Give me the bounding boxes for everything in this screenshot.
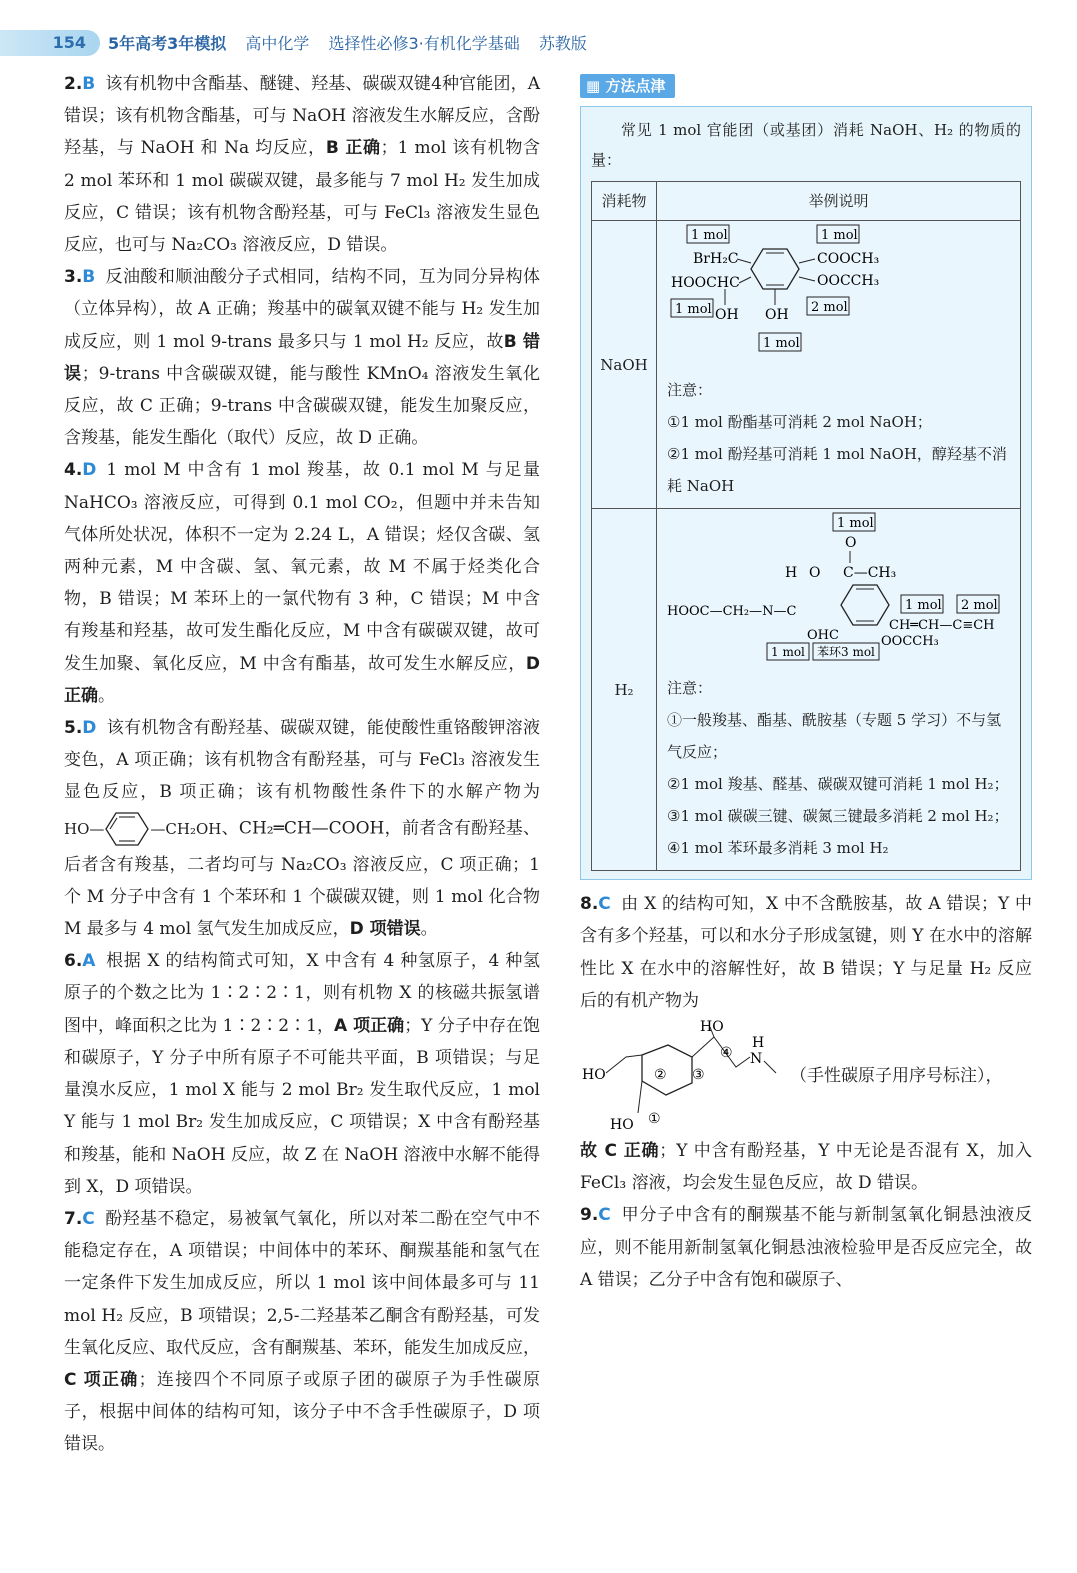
answer-text: 该有机物含有酚羟基、碳碳双键，能使酸性重铬酸钾溶液变色，A 项正确；该有机物含有酚羟基，可与 FeCl₃ 溶液发生显色反应，B 项正确；该有机物酸性条件下的水解产物为 [64, 718, 540, 803]
answer-letter: D [82, 460, 97, 481]
hydrolysis-product-structure [64, 809, 221, 849]
answer-letter: C [82, 1208, 95, 1229]
method-tip-intro: 常见 1 mol 官能团（或基团）消耗 NaOH、H₂ 的物质的量： [591, 121, 1021, 170]
naoh-example-structure [667, 223, 987, 363]
structure-label: HO— [64, 819, 105, 838]
group-label: HO [700, 1019, 724, 1036]
left-column [64, 68, 540, 1461]
answer-2 [64, 68, 540, 261]
group-label: HOOC—CH₂—N—C [667, 604, 797, 620]
answer-9 [580, 1199, 1032, 1296]
chiral-marker: ① [648, 1111, 661, 1128]
page-header [0, 0, 1077, 62]
answer-8 [580, 888, 1032, 1017]
mol-label: 2 mol [811, 300, 848, 316]
answer-text: 由 X 的结构可知，X 中不含酰胺基，故 A 错误；Y 中含有多个羟基，可以和水分子形成氢键，则 Y 在水中的溶解性比 X 在水中的溶解性好，故 B 错误；Y 与足量 H₂ 反应后的有机产物为 [580, 894, 1032, 1011]
question-number: 5. [64, 718, 83, 739]
chiral-marker: ② [654, 1067, 667, 1084]
group-label: HO [582, 1067, 606, 1084]
answer-text: 反油酸和顺油酸分子式相同，结构不同，互为同分异构体（立体异构），故 A 正确；羧基中的碳氧双键不能与 H₂ 发生加成反应，则 1 mol 9-trans 最多只与 1 mol H₂ 反应，故 [64, 267, 540, 352]
answer-text: ；9-trans 中含碳碳双键，能与酸性 KMnO₄ 溶液发生氧化反应，故 C 正确；9-trans 中含碳碳双键，能发生加聚反应，含羧基，能发生酯化（取代）反应，故 D 正确。 [64, 363, 540, 449]
answer-8-structure [580, 1017, 1032, 1135]
note-item: ④1 mol 苯环最多消耗 3 mol H₂ [667, 839, 889, 858]
table-row [592, 221, 1021, 509]
note-title: 注意： [667, 679, 713, 698]
answer-7 [64, 1203, 540, 1461]
group-label: OOCCH₃ [881, 634, 939, 650]
question-number: 7. [64, 1208, 83, 1229]
answer-key-phrase: B 正确 [325, 138, 381, 159]
question-number: 3. [64, 267, 83, 288]
mol-label: 1 mol [837, 516, 874, 532]
book-title: 选择性必修3·有机化学基础 [328, 34, 520, 53]
group-label: O [845, 535, 857, 552]
chiral-marker: ④ [720, 1045, 733, 1062]
group-label: C—CH₃ [843, 565, 897, 582]
answer-text: 根据 X 的结构简式可知，X 中含有 4 种氢原子，4 种氢原子的个数之比为 1∶2∶2∶1，则有机物 X 的核磁共振氢谱图中，峰面积之比为 1∶2∶2∶1， [64, 951, 540, 1036]
row-label: H₂ [592, 509, 657, 871]
answer-5 [64, 712, 540, 945]
method-tip-title: 方法点津 [605, 77, 666, 95]
group-label: HO [610, 1117, 634, 1134]
question-number: 2. [64, 74, 83, 94]
answer-key-phrase: D 项错误 [349, 919, 421, 940]
chiral-marker: ③ [692, 1067, 705, 1084]
table-cell [657, 221, 1021, 509]
group-label: OH [715, 307, 739, 324]
answer-key-phrase: 故 C 正确 [580, 1141, 660, 1162]
mol-label: 1 mol [905, 598, 942, 614]
group-label: OOCCH₃ [817, 273, 880, 290]
group-label: N [750, 1051, 763, 1068]
answer-4 [64, 454, 540, 712]
group-label: CH═CH—C≡CH [889, 618, 995, 634]
group-label: H [785, 565, 798, 582]
subject: 高中化学 [245, 34, 310, 53]
group-label: COOCH₃ [817, 251, 880, 268]
answer-8-cont [580, 1135, 1032, 1199]
group-label: OH [765, 307, 789, 324]
answer-letter: C [598, 1205, 611, 1226]
question-number: 6. [64, 951, 83, 972]
note-item: ③1 mol 碳碳三键、碳氮三键最多消耗 2 mol H₂； [667, 807, 1009, 826]
group-label: H [752, 1035, 765, 1052]
mol-label: 1 mol [771, 645, 805, 660]
table-header: 举例说明 [657, 182, 1021, 221]
answer-letter: C [598, 894, 611, 915]
answer-text: 、CH₂═CH—COOH，前者含有酚羟基、后者含有羧基，二者均可与 Na₂CO₃ 溶液反应，C 项正确；1 个 M 分子中含有 1 个苯环和 1 个碳碳双键，则 1 mol 化合物 M 最多与 4 mol 氢气发生加成反应， [64, 818, 540, 940]
answer-letter: A [82, 951, 96, 972]
answer-key-phrase: B 错误 [64, 331, 540, 384]
answer-key-phrase: D 正确 [64, 653, 540, 706]
answer-6 [64, 945, 540, 1203]
answer-key-phrase: C 项正确 [64, 1369, 139, 1390]
answer-text: 甲分子中含有的酮羰基不能与新制氢氧化铜悬浊液反应，则不能用新制氢氧化铜悬浊液检验甲是否反应完全，故 A 错误；乙分子中含有饱和碳原子、 [580, 1205, 1032, 1290]
note-item: ②1 mol 羧基、醛基、碳碳双键可消耗 1 mol H₂； [667, 775, 1009, 794]
question-number: 8. [580, 894, 599, 915]
page-number: 154 [0, 30, 100, 56]
answer-text: （手性碳原子用序号标注）， [790, 1065, 1003, 1086]
answer-key-phrase: A 项正确 [334, 1015, 405, 1036]
chiral-product-structure [580, 1017, 790, 1135]
brand-name: 5年高考3年模拟 [108, 34, 227, 53]
note-item: ②1 mol 酚羟基可消耗 1 mol NaOH，醇羟基不消耗 NaOH [667, 445, 1007, 496]
group-label: O [809, 565, 821, 582]
question-number: 4. [64, 460, 83, 481]
table-cell [657, 509, 1021, 871]
note-title: 注意： [667, 381, 713, 400]
consumption-table [591, 181, 1021, 871]
answer-letter: B [82, 267, 96, 288]
table-row [592, 509, 1021, 871]
row-label: NaOH [592, 221, 657, 509]
answer-3 [64, 261, 540, 454]
answer-text: ；1 mol 该有机物含 2 mol 苯环和 1 mol 碳碳双键，最多能与 7 mol H₂ 发生加成反应，C 错误；该有机物含酚羟基，可与 FeCl₃ 溶液发生显色反应，也可与 Na₂CO₃ 溶液反应，D 错误。 [64, 138, 540, 256]
mol-label: 苯环3 mol [817, 645, 875, 660]
method-tip-box [580, 106, 1032, 880]
mol-label: 1 mol [675, 302, 712, 318]
answer-letter: D [82, 718, 97, 739]
answer-text: 1 mol M 中含有 1 mol 羧基，故 0.1 mol M 与足量 NaHCO₃ 溶液反应，可得到 0.1 mol CO₂，但题中并未告知气体所处状况，体积不一定为 2.24 L，A 错误；烃仅含碳、氢两种元素，M 中含碳、氢、氧元素，故 M 不属于烃类化合物，B 错误；M 苯环上的一氯代物有 3 种，C 错误；M 中含有羧基和羟基，故可发生酯化反应，M 中含有碳碳双键，故可发生加聚、氧化反应，M 中含有酯基，故可发生水解反应， [64, 460, 540, 674]
structure-label: —CH₂OH [150, 819, 222, 838]
method-tip-tag [580, 74, 675, 98]
answer-text: ；连接四个不同原子或原子团的碳原子为手性碳原子，根据中间体的结构可知，该分子中不含手性碳原子，D 项错误。 [64, 1369, 540, 1455]
mol-label: 1 mol [763, 336, 800, 352]
mol-label: 2 mol [961, 598, 998, 614]
answer-text: 。 [98, 685, 115, 706]
table-header: 消耗物 [592, 182, 657, 221]
table-header-row [592, 182, 1021, 221]
answer-text: 酚羟基不稳定，易被氧气氧化，所以对苯二酚在空气中不能稳定存在，A 项错误；中间体中的苯环、酮羰基能和氢气在一定条件下发生加成反应，所以 1 mol 该中间体最多可与 11 mol H₂ 反应，B 项错误；2,5-二羟基苯乙酮含有酚羟基，可发生氧化反应、取代反应，含有酮羰基、苯环，能发生加成反应， [64, 1208, 540, 1358]
group-label: OHC [807, 628, 839, 644]
answer-letter: B [82, 74, 96, 94]
answer-text: ；Y 中含有酚羟基，Y 中无论是否混有 X，加入 FeCl₃ 溶液，均会发生显色反应，故 D 错误。 [580, 1141, 1032, 1194]
group-label: BrH₂C [693, 251, 739, 268]
answer-text: 该有机物中含酯基、醚键、羟基、碳碳双键4种官能团，A 错误；该有机物含酯基，可与 NaOH 溶液发生水解反应，含酚羟基，与 NaOH 和 Na 均反应， [64, 74, 540, 159]
mol-label: 1 mol [821, 228, 858, 244]
benzene-ring-icon [104, 809, 150, 849]
question-number: 9. [580, 1205, 599, 1226]
book-icon: ▦ [586, 77, 601, 95]
answer-text: ；Y 分子中存在饱和碳原子，Y 分子中所有原子不可能共平面，B 项错误；与足量溴水反应，1 mol X 能与 2 mol Br₂ 发生取代反应，1 mol Y 能与 1 mol Br₂ 发生加成反应，C 项错误；X 中含有酚羟基和羧基，能和 NaOH 反应，故 Z 在 NaOH 溶液中水解不能得到 X，D 项错误。 [64, 1015, 540, 1197]
note-item: ①一般羧基、酯基、酰胺基（专题 5 学习）不与氢气反应； [667, 711, 1002, 762]
group-label: HOOCHC [671, 275, 740, 292]
note-item: ①1 mol 酚酯基可消耗 2 mol NaOH； [667, 413, 932, 432]
answer-text: 。 [420, 919, 438, 940]
mol-label: 1 mol [691, 228, 728, 244]
h2-example-structure [667, 511, 1007, 661]
right-column [580, 68, 1032, 1296]
header-title [108, 31, 587, 54]
edition: 苏教版 [538, 34, 587, 53]
